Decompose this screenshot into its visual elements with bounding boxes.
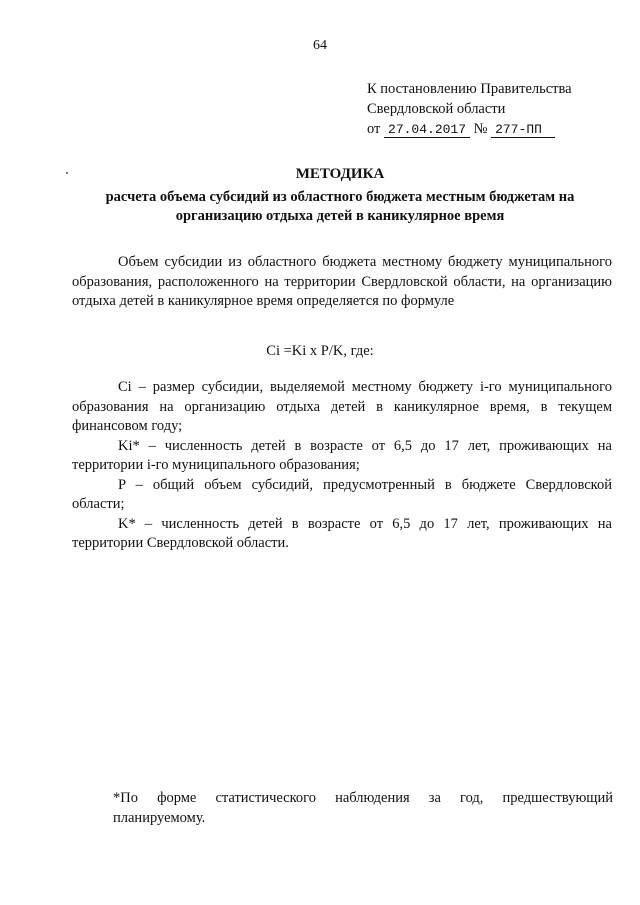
definition-p: P – общий объем субсидий, предусмотренный в бюджете Свердловской области; xyxy=(72,476,612,512)
document-title xyxy=(70,165,610,226)
from-label: от xyxy=(367,121,381,137)
title-subtitle: расчета объема субсидий из областного бюджета местным бюджетам на организацию отдыха детей в каникулярное время xyxy=(105,189,575,224)
footnote: *По форме статистического наблюдения за год, предшествующий планируемому. xyxy=(113,790,613,826)
title-heading: МЕТОДИКА xyxy=(295,166,385,182)
attachment-line-1: К постановлению Правительства xyxy=(367,81,572,97)
margin-mark xyxy=(66,172,68,174)
decree-number: 277-ПП xyxy=(491,123,555,138)
attachment-block xyxy=(367,79,572,139)
definition-ci: Ci – размер субсидии, выделяемой местному бюджету i-го муниципального образования на организацию отдыха детей в каникулярное время, в текущем финансовом году; xyxy=(72,379,612,434)
formula: Ci =Ki x P/K, где: xyxy=(266,343,374,359)
attachment-line-3 xyxy=(367,119,572,139)
decree-date: 27.04.2017 xyxy=(384,123,470,138)
definition-k: K* – численность детей в возрасте от 6,5 до 17 лет, проживающих на территории Свердловской области. xyxy=(72,515,612,551)
attachment-line-2: Свердловской области xyxy=(367,101,506,117)
definitions-block xyxy=(72,378,612,554)
number-label: № xyxy=(473,121,488,137)
paragraph-1: Объем субсидии из областного бюджета местному бюджету муниципального образования, расположенного на территории Свердловской области, на организацию отдыха детей в каникулярное время определяется по формуле xyxy=(72,254,612,309)
definition-ki: Ki* – численность детей в возрасте от 6,5 до 17 лет, проживающих на территории i-го муниципального образования; xyxy=(72,437,612,473)
page-number: 64 xyxy=(313,38,327,53)
